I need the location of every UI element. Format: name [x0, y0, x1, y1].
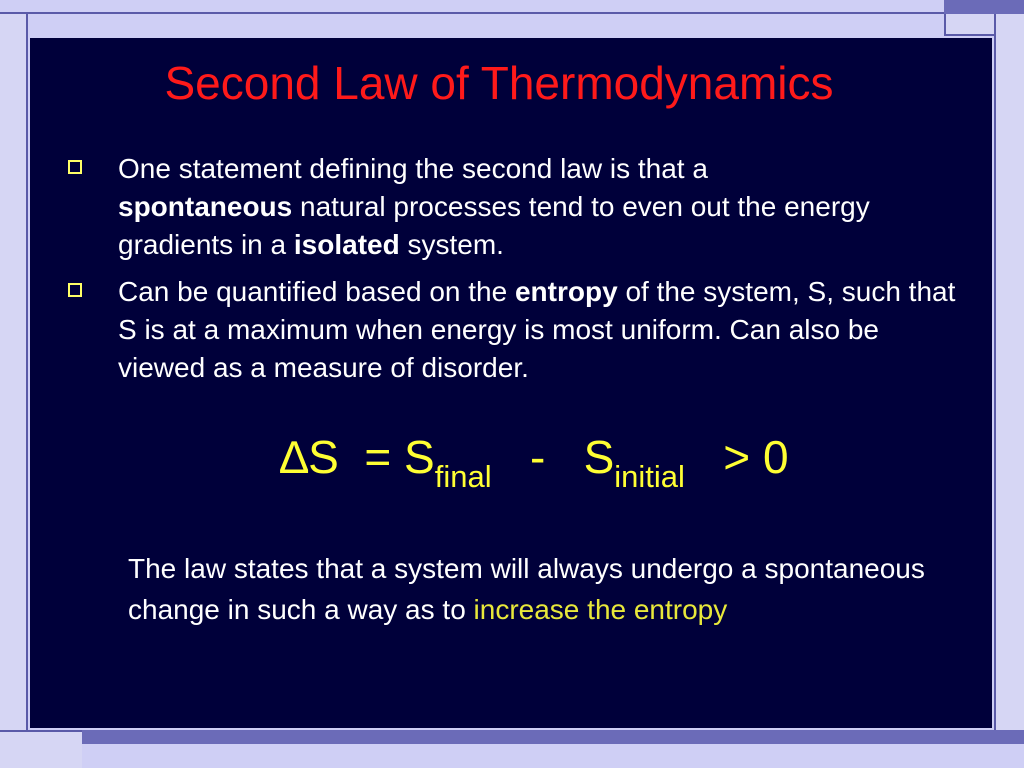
entropy-equation [280, 430, 789, 494]
bullet-text: of the system, S, such that S is at a maximum when energy is most uniform. Can also be viewed as a measure of disorder. [118, 276, 956, 383]
frame-left-bar [0, 14, 28, 730]
hollow-square-icon [68, 283, 82, 297]
bullet-item [68, 273, 968, 387]
equation-rhs: > 0 [684, 431, 789, 483]
bullet-bold-term: entropy [514, 276, 618, 307]
bullet-text: One statement defining the second law is that a [118, 153, 708, 184]
frame-top-accent [944, 0, 1024, 14]
bullet-list [68, 150, 968, 396]
slide-panel [30, 38, 992, 728]
law-statement [128, 548, 958, 630]
subscript-final: final [434, 459, 492, 494]
subscript-initial: initial [614, 459, 685, 494]
bullet-item [68, 150, 968, 264]
bullet-text: natural processes tend to even out the energy gradients in a [118, 191, 870, 260]
bullet-bold-term: spontaneous [118, 191, 293, 222]
delta-symbol: ∆ [280, 431, 309, 483]
equation-lhs: S [308, 431, 339, 483]
law-text: The law states that a system will always undergo a spontaneous change in such a way as to [128, 553, 925, 625]
frame-top-bar [0, 0, 944, 14]
equation-minus: - S [491, 431, 615, 483]
slide-title: Second Law of Thermodynamics [164, 57, 834, 109]
frame-bottom-left [0, 730, 82, 768]
law-highlight: increase the entropy [473, 594, 728, 625]
equation-equals: = S [338, 431, 435, 483]
frame-right-bar [994, 14, 1024, 730]
hollow-square-icon [68, 160, 82, 174]
bullet-bold-term: isolated [293, 229, 400, 260]
bullet-text: Can be quantified based on the [118, 276, 515, 307]
frame-bottom-bar [82, 730, 1024, 768]
bullet-text: system. [399, 229, 504, 260]
